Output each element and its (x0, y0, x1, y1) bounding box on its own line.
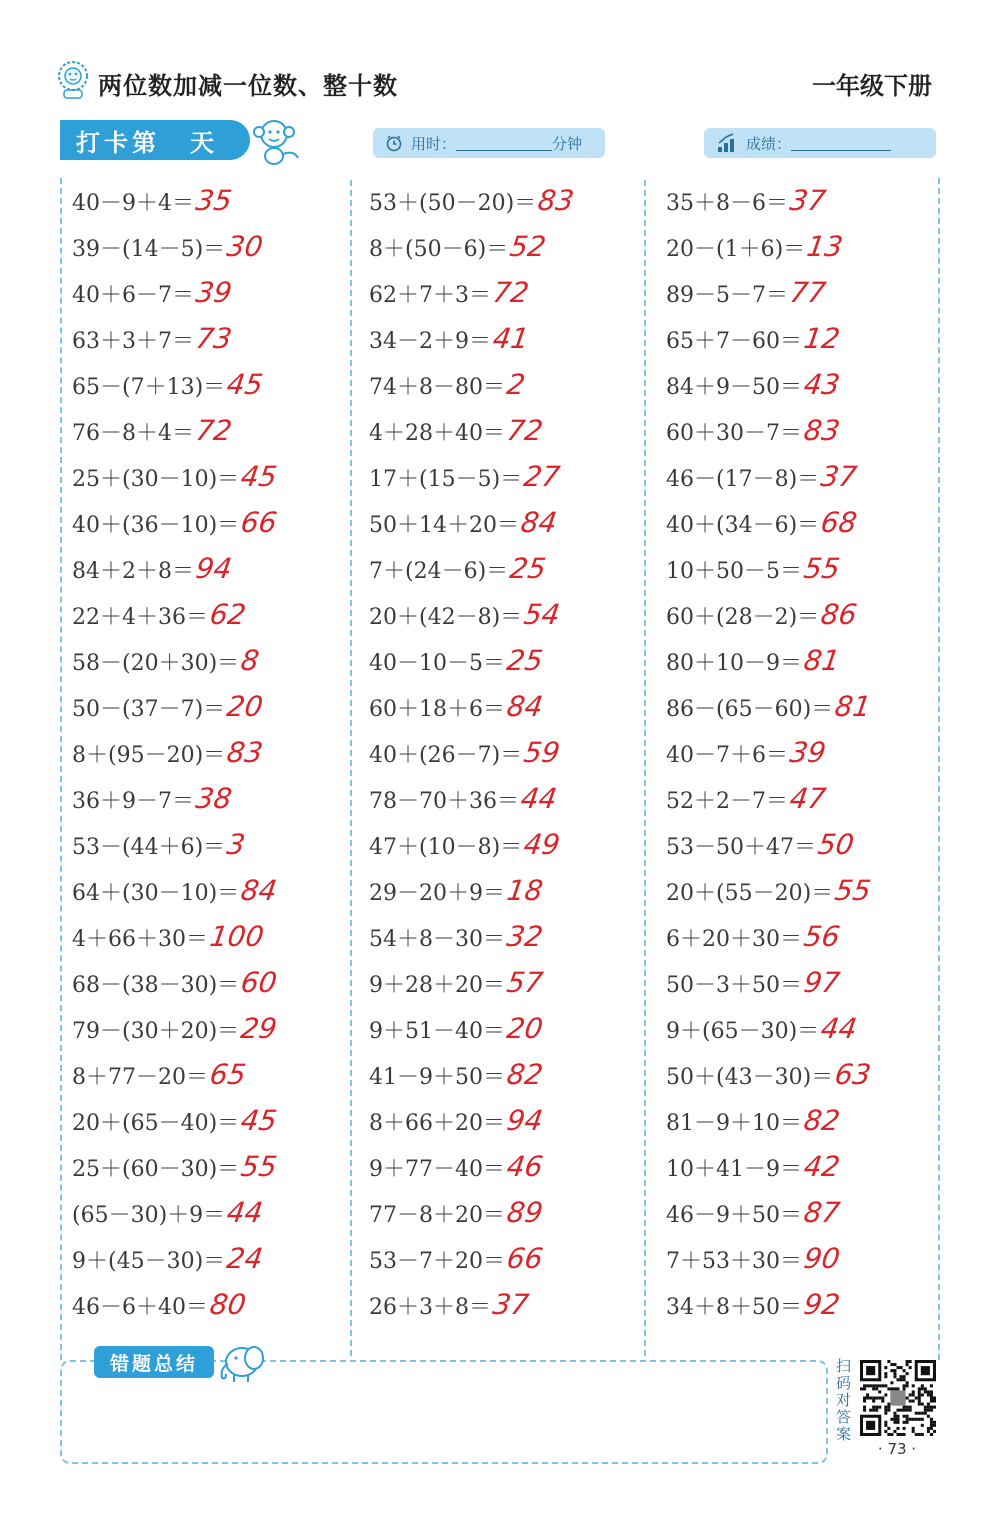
handwritten-answer[interactable]: 66 (238, 506, 280, 539)
handwritten-answer[interactable]: 12 (801, 322, 843, 355)
exercise-row (369, 868, 649, 914)
exercise-row (666, 454, 946, 500)
handwritten-answer[interactable]: 8 (238, 644, 262, 677)
handwritten-answer[interactable]: 45 (238, 460, 280, 493)
score-label: 成绩： (746, 134, 792, 153)
handwritten-answer[interactable]: 37 (490, 1288, 532, 1321)
expression: 17＋(15－5)＝ (369, 467, 523, 492)
handwritten-answer[interactable]: 55 (801, 552, 843, 585)
expression: 20＋(55－20)＝ (666, 881, 834, 906)
expression: 39－(14－5)＝ (72, 237, 226, 262)
mistake-summary-label: 错题总结 (94, 1346, 214, 1378)
expression: 60＋18＋6＝ (369, 697, 505, 722)
handwritten-answer[interactable]: 87 (801, 1196, 843, 1229)
expression: 40－9＋4＝ (72, 191, 194, 216)
exercise-row (666, 316, 946, 362)
exercise-row (72, 316, 352, 362)
handwritten-answer[interactable]: 39 (193, 276, 235, 309)
handwritten-answer[interactable]: 55 (238, 1150, 280, 1183)
exercise-row (369, 1236, 649, 1282)
exercise-row (369, 1052, 649, 1098)
expression: 22＋4＋36＝ (72, 605, 208, 630)
handwritten-answer[interactable]: 38 (193, 782, 235, 815)
handwritten-answer[interactable]: 82 (504, 1058, 546, 1091)
exercise-row (369, 1098, 649, 1144)
exercise-row (666, 1098, 946, 1144)
expression: 9＋(45－30)＝ (72, 1249, 226, 1274)
exercise-row (369, 1006, 649, 1052)
chart-icon (716, 132, 738, 154)
handwritten-answer[interactable]: 49 (521, 828, 563, 861)
handwritten-answer[interactable]: 72 (193, 414, 235, 447)
expression: 47＋(10－8)＝ (369, 835, 523, 860)
expression: 46－(17－8)＝ (666, 467, 820, 492)
handwritten-answer[interactable]: 57 (504, 966, 546, 999)
expression: 50＋(43－30)＝ (666, 1065, 834, 1090)
handwritten-answer[interactable]: 68 (818, 506, 860, 539)
exercise-row (72, 1236, 352, 1282)
handwritten-answer[interactable]: 56 (801, 920, 843, 953)
exercise-row (72, 868, 352, 914)
exercise-row (666, 1190, 946, 1236)
exercise-row (369, 454, 649, 500)
expression: 34－2＋9＝ (369, 329, 491, 354)
expression: 89－5－7＝ (666, 283, 788, 308)
exercise-row (666, 684, 946, 730)
exercise-row (369, 178, 649, 224)
exercise-row (369, 592, 649, 638)
handwritten-answer[interactable]: 80 (207, 1288, 249, 1321)
exercise-row (369, 224, 649, 270)
handwritten-answer[interactable]: 66 (504, 1242, 546, 1275)
time-unit: 分钟 (552, 134, 583, 153)
expression: 25＋(30－10)＝ (72, 467, 240, 492)
handwritten-answer[interactable]: 46 (504, 1150, 546, 1183)
time-blank[interactable] (456, 136, 552, 151)
handwritten-answer[interactable]: 90 (801, 1242, 843, 1275)
score-field (704, 128, 936, 158)
handwritten-answer[interactable]: 39 (787, 736, 829, 769)
exercise-row (72, 822, 352, 868)
expression: 4＋66＋30＝ (72, 927, 208, 952)
day-prefix: 打卡第 (76, 128, 160, 157)
exercise-row (666, 224, 946, 270)
score-blank[interactable] (791, 136, 891, 151)
handwritten-answer[interactable]: 63 (832, 1058, 874, 1091)
expression: 65＋7－60＝ (666, 329, 802, 354)
expression: 40－10－5＝ (369, 651, 505, 676)
exercise-row (72, 960, 352, 1006)
expression: 84＋2＋8＝ (72, 559, 194, 584)
day-suffix: 天 (190, 128, 214, 157)
expression: 8＋77－20＝ (72, 1065, 208, 1090)
expression: 8＋(50－6)＝ (369, 237, 509, 262)
expression: 74＋8－80＝ (369, 375, 505, 400)
expression: 65－(7＋13)＝ (72, 375, 226, 400)
exercise-row (72, 1144, 352, 1190)
exercise-row (666, 914, 946, 960)
time-field (373, 128, 605, 158)
expression: 80＋10－9＝ (666, 651, 802, 676)
handwritten-answer[interactable]: 47 (787, 782, 829, 815)
exercise-row (369, 316, 649, 362)
check-in-banner (60, 120, 250, 160)
handwritten-answer[interactable]: 83 (801, 414, 843, 447)
exercise-row (72, 408, 352, 454)
expression: 64＋(30－10)＝ (72, 881, 240, 906)
handwritten-answer[interactable]: 43 (801, 368, 843, 401)
expression: 63＋3＋7＝ (72, 329, 194, 354)
expression: 9＋77－40＝ (369, 1157, 505, 1182)
expression: 53＋(50－20)＝ (369, 191, 537, 216)
monkey-icon (248, 114, 304, 166)
exercise-row (666, 408, 946, 454)
handwritten-answer[interactable]: 77 (787, 276, 829, 309)
exercise-row (72, 178, 352, 224)
exercise-row (72, 500, 352, 546)
exercise-row (72, 224, 352, 270)
handwritten-answer[interactable]: 45 (238, 1104, 280, 1137)
handwritten-answer[interactable]: 45 (224, 368, 266, 401)
expression: 60＋30－7＝ (666, 421, 802, 446)
expression: 8＋66＋20＝ (369, 1111, 505, 1136)
handwritten-answer[interactable]: 83 (535, 184, 577, 217)
handwritten-answer[interactable]: 83 (224, 736, 266, 769)
handwritten-answer[interactable]: 100 (207, 920, 266, 953)
exercise-row (72, 546, 352, 592)
handwritten-answer[interactable]: 41 (490, 322, 532, 355)
expression: 53－50＋47＝ (666, 835, 816, 860)
grade-label: 一年级下册 (812, 72, 932, 100)
handwritten-answer[interactable]: 27 (521, 460, 563, 493)
handwritten-answer[interactable]: 92 (801, 1288, 843, 1321)
exercise-row (666, 638, 946, 684)
expression: 40＋(26－7)＝ (369, 743, 523, 768)
exercise-row (369, 1282, 649, 1328)
handwritten-answer[interactable]: 44 (518, 782, 560, 815)
expression: 76－8＋4＝ (72, 421, 194, 446)
expression: (65－30)＋9＝ (72, 1203, 226, 1228)
exercise-row (666, 1282, 946, 1328)
exercise-row (369, 1144, 649, 1190)
expression: 10＋50－5＝ (666, 559, 802, 584)
handwritten-answer[interactable]: 89 (504, 1196, 546, 1229)
exercise-row (72, 592, 352, 638)
expression: 26＋3＋8＝ (369, 1295, 491, 1320)
expression: 20－(1＋6)＝ (666, 237, 806, 262)
expression: 50－(37－7)＝ (72, 697, 226, 722)
expression: 53－(44＋6)＝ (72, 835, 226, 860)
expression: 58－(20＋30)＝ (72, 651, 240, 676)
handwritten-answer[interactable]: 54 (521, 598, 563, 631)
handwritten-answer[interactable]: 25 (507, 552, 549, 585)
exercise-row (369, 270, 649, 316)
handwritten-answer[interactable]: 94 (193, 552, 235, 585)
time-label: 用时： (411, 134, 457, 153)
handwritten-answer[interactable]: 24 (224, 1242, 266, 1275)
expression: 9＋28＋20＝ (369, 973, 505, 998)
exercise-row (666, 270, 946, 316)
handwritten-answer[interactable]: 20 (504, 1012, 546, 1045)
expression: 62＋7＋3＝ (369, 283, 491, 308)
exercise-row (666, 730, 946, 776)
exercise-row (666, 1144, 946, 1190)
handwritten-answer[interactable]: 81 (801, 644, 843, 677)
exercise-row (369, 408, 649, 454)
expression: 40＋(34－6)＝ (666, 513, 820, 538)
expression: 81－9＋10＝ (666, 1111, 802, 1136)
handwritten-answer[interactable]: 30 (224, 230, 266, 263)
handwritten-answer[interactable]: 35 (193, 184, 235, 217)
exercise-row (72, 914, 352, 960)
expression: 4＋28＋40＝ (369, 421, 505, 446)
handwritten-answer[interactable]: 81 (832, 690, 874, 723)
exercise-row (369, 684, 649, 730)
exercise-row (72, 1282, 352, 1328)
expression: 8＋(95－20)＝ (72, 743, 226, 768)
exercise-row (666, 776, 946, 822)
expression: 68－(38－30)＝ (72, 973, 240, 998)
exercise-column-3 (666, 178, 946, 1328)
handwritten-answer[interactable]: 62 (207, 598, 249, 631)
clock-icon (385, 134, 403, 152)
exercise-row (72, 270, 352, 316)
handwritten-answer[interactable]: 25 (504, 644, 546, 677)
exercise-row (369, 362, 649, 408)
elephant-icon (212, 1338, 270, 1384)
page-number: · 73 · (877, 1440, 917, 1458)
expression: 34＋8＋50＝ (666, 1295, 802, 1320)
exercise-row (72, 1006, 352, 1052)
expression: 78－70＋36＝ (369, 789, 519, 814)
exercise-row (666, 592, 946, 638)
expression: 53－7＋20＝ (369, 1249, 505, 1274)
exercise-row (666, 960, 946, 1006)
expression: 50－3＋50＝ (666, 973, 802, 998)
handwritten-answer[interactable]: 59 (521, 736, 563, 769)
exercise-row (666, 178, 946, 224)
expression: 77－8＋20＝ (369, 1203, 505, 1228)
exercise-row (666, 868, 946, 914)
exercise-row (666, 500, 946, 546)
expression: 29－20＋9＝ (369, 881, 505, 906)
expression: 9＋51－40＝ (369, 1019, 505, 1044)
expression: 35＋8－6＝ (666, 191, 788, 216)
handwritten-answer[interactable]: 50 (815, 828, 857, 861)
expression: 20＋(42－8)＝ (369, 605, 523, 630)
exercise-row (369, 822, 649, 868)
expression: 46－9＋50＝ (666, 1203, 802, 1228)
handwritten-answer[interactable]: 29 (238, 1012, 280, 1045)
handwritten-answer[interactable]: 20 (224, 690, 266, 723)
expression: 25＋(60－30)＝ (72, 1157, 240, 1182)
exercise-row (72, 730, 352, 776)
handwritten-answer[interactable]: 73 (193, 322, 235, 355)
expression: 40＋(36－10)＝ (72, 513, 240, 538)
exercise-row (72, 684, 352, 730)
handwritten-answer[interactable]: 82 (801, 1104, 843, 1137)
expression: 7＋53＋30＝ (666, 1249, 802, 1274)
exercise-row (666, 1052, 946, 1098)
exercise-row (369, 914, 649, 960)
expression: 54＋8－30＝ (369, 927, 505, 952)
exercise-row (666, 546, 946, 592)
handwritten-answer[interactable]: 44 (224, 1196, 266, 1229)
lion-icon (56, 60, 90, 100)
exercise-row (666, 822, 946, 868)
exercise-row (72, 1098, 352, 1144)
exercise-row (369, 776, 649, 822)
scan-hint: 扫码对答案 (836, 1357, 852, 1443)
expression: 6＋20＋30＝ (666, 927, 802, 952)
exercise-row (666, 362, 946, 408)
handwritten-answer[interactable]: 72 (490, 276, 532, 309)
handwritten-answer[interactable]: 44 (818, 1012, 860, 1045)
expression: 9＋(65－30)＝ (666, 1019, 820, 1044)
expression: 10＋41－9＝ (666, 1157, 802, 1182)
handwritten-answer[interactable]: 60 (238, 966, 280, 999)
handwritten-answer[interactable]: 42 (801, 1150, 843, 1183)
handwritten-answer[interactable]: 2 (504, 368, 528, 401)
exercise-row (666, 1236, 946, 1282)
handwritten-answer[interactable]: 52 (507, 230, 549, 263)
handwritten-answer[interactable]: 55 (832, 874, 874, 907)
exercise-row (666, 1006, 946, 1052)
expression: 79－(30＋20)＝ (72, 1019, 240, 1044)
handwritten-answer[interactable]: 18 (504, 874, 546, 907)
exercise-row (72, 638, 352, 684)
expression: 84＋9－50＝ (666, 375, 802, 400)
expression: 40－7＋6＝ (666, 743, 788, 768)
handwritten-answer[interactable]: 94 (504, 1104, 546, 1137)
exercise-row (369, 546, 649, 592)
page-title: 两位数加减一位数、整十数 (98, 72, 398, 100)
expression: 52＋2－7＝ (666, 789, 788, 814)
expression: 50＋14＋20＝ (369, 513, 519, 538)
exercise-column-2 (369, 178, 649, 1328)
handwritten-answer[interactable]: 13 (804, 230, 846, 263)
handwritten-answer[interactable]: 84 (238, 874, 280, 907)
expression: 7＋(24－6)＝ (369, 559, 509, 584)
handwritten-answer[interactable]: 97 (801, 966, 843, 999)
expression: 60＋(28－2)＝ (666, 605, 820, 630)
exercise-row (72, 1052, 352, 1098)
handwritten-answer[interactable]: 37 (818, 460, 860, 493)
exercise-row (72, 454, 352, 500)
expression: 86－(65－60)＝ (666, 697, 834, 722)
handwritten-answer[interactable]: 3 (224, 828, 248, 861)
exercise-row (369, 638, 649, 684)
handwritten-answer[interactable]: 84 (504, 690, 546, 723)
handwritten-answer[interactable]: 72 (504, 414, 546, 447)
exercise-row (369, 500, 649, 546)
exercise-row (72, 1190, 352, 1236)
handwritten-answer[interactable]: 37 (787, 184, 829, 217)
exercise-row (72, 362, 352, 408)
exercise-row (369, 960, 649, 1006)
handwritten-answer[interactable]: 84 (518, 506, 560, 539)
exercise-row (72, 776, 352, 822)
handwritten-answer[interactable]: 65 (207, 1058, 249, 1091)
expression: 41－9＋50＝ (369, 1065, 505, 1090)
expression: 46－6＋40＝ (72, 1295, 208, 1320)
exercise-row (369, 730, 649, 776)
expression: 36＋9－7＝ (72, 789, 194, 814)
expression: 20＋(65－40)＝ (72, 1111, 240, 1136)
qr-code[interactable] (860, 1360, 936, 1436)
handwritten-answer[interactable]: 32 (504, 920, 546, 953)
exercise-row (369, 1190, 649, 1236)
exercise-column-1 (72, 178, 352, 1328)
expression: 40＋6－7＝ (72, 283, 194, 308)
handwritten-answer[interactable]: 86 (818, 598, 860, 631)
